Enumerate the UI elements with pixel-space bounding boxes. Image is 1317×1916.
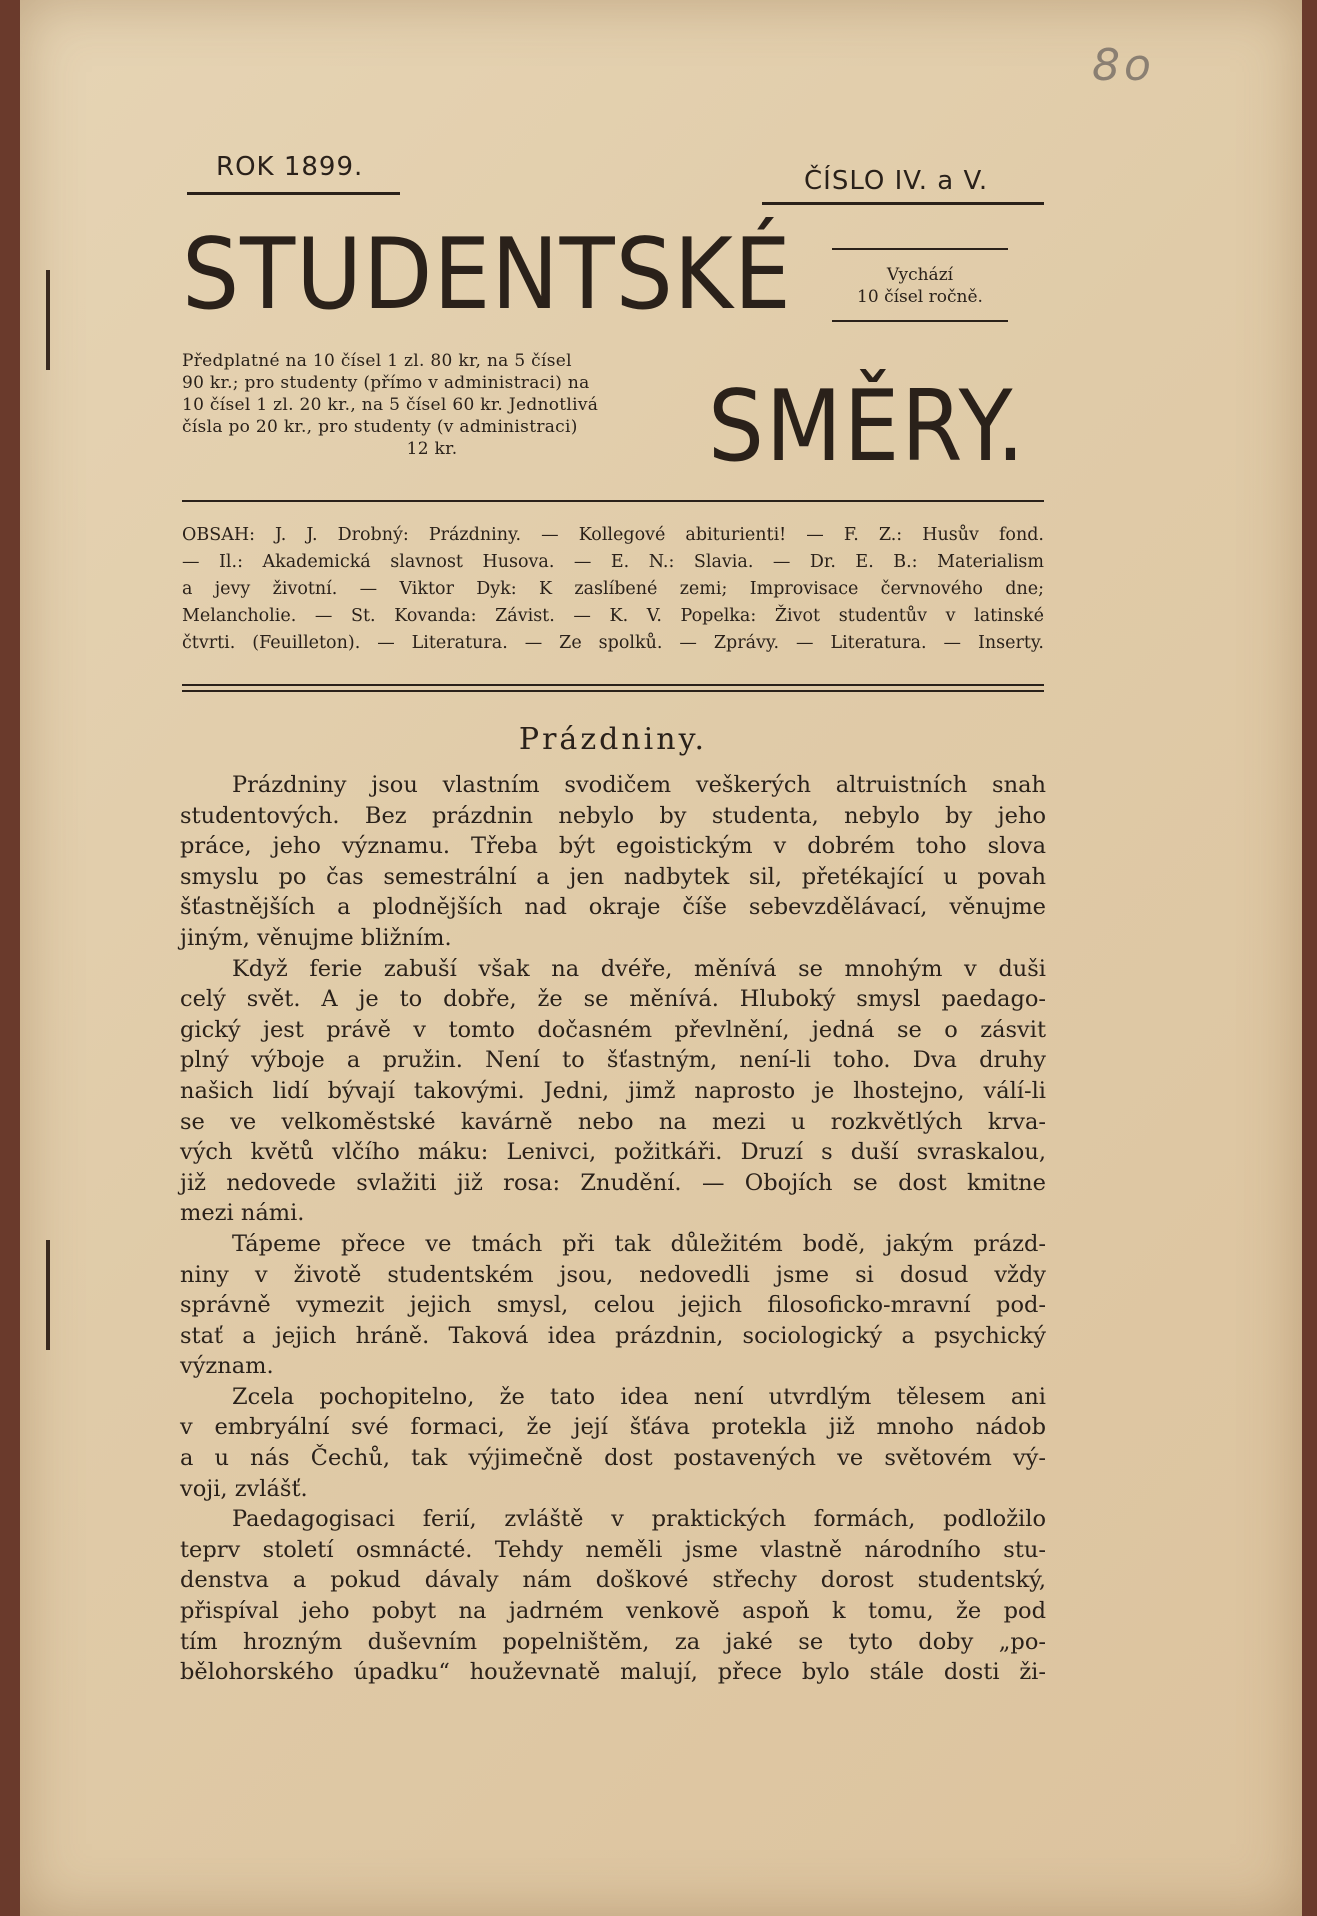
masthead-title-line1: STUDENTSKÉ [182, 218, 792, 332]
article-line: vých květů vlčího máku: Lenivci, požitkáři. Druzí s duší svraskalou, [180, 1139, 1046, 1166]
article-line: přispíval jeho pobyt na jadrném venkově aspoň k tomu, že pod [180, 1598, 1046, 1625]
issue-label: ČÍSLO IV. a V. [804, 166, 989, 196]
article-line: smyslu po čas semestrální a jen nadbytek sil, přetékající u povah [180, 863, 1046, 890]
article-line: našich lidí bývají takovými. Jedni, jimž naprosto je lhostejno, válí-li [180, 1077, 1046, 1104]
article-line: stať a jejich hráně. Taková idea prázdnin, sociologický a psychický [180, 1322, 1046, 1349]
contents-line: — Il.: Akademická slavnost Husova. — E. N.: Slavia. — Dr. E. B.: Materialism [182, 552, 1044, 572]
contents-line: čtvrti. (Feuilleton). — Literatura. — Ze spolků. — Zprávy. — Literatura. — Inserty. [182, 633, 1044, 653]
year-label: ROK 1899. [216, 152, 364, 182]
article-line: jiným, věnujme bližním. [180, 924, 452, 951]
subscription-line: 10 čísel 1 zl. 20 kr., na 5 čísel 60 kr. Jednotlivá [182, 395, 599, 415]
masthead-title-line2: SMĚRY. [708, 370, 1027, 484]
article-body [180, 770, 1046, 1688]
article-line: tím hrozným duševním popelništěm, za jaké se tyto doby „po- [180, 1628, 1046, 1655]
article-line: voji, zvlášť. [180, 1475, 308, 1502]
subscription-line: 12 kr. [406, 439, 458, 459]
subscription-line: 90 kr.; pro studenty (přímo v administraci) na [182, 373, 590, 393]
article-line: Paedagogisaci ferií, zvláště v praktických formách, podložilo [232, 1506, 1046, 1533]
article-line: celý svět. A je to dobře, že se měnívá. Hluboký smysl paedago- [180, 986, 1046, 1013]
journal-page [20, 0, 1302, 1916]
article-line: niny v životě studentském jsou, nedovedli jsme si dosud vždy [180, 1261, 1046, 1288]
binding-mark [46, 270, 50, 370]
article-line: gický jest právě v tomto dočasném převlnění, jedná se o zásvit [180, 1016, 1046, 1043]
contents-line: a jevy životní. — Viktor Dyk: K zaslíbené zemi; Improvisace červnového dne; [182, 579, 1044, 599]
issue-underline [762, 202, 1044, 205]
article-line: správně vymezit jejich smysl, celou jejich filosoficko-mravní pod- [180, 1292, 1046, 1319]
article-title: Prázdniny. [518, 722, 708, 757]
year-underline [187, 192, 400, 195]
contents-line: Melancholie. — St. Kovanda: Závist. — K. V. Popelka: Život studentův v latinské [182, 606, 1044, 626]
article-line: bělohorského úpadku“ houževnatě malují, přece bylo stále dosti ži- [180, 1659, 1046, 1686]
article-line: již nedovede svlažiti již rosa: Znudění. — Obojích se dost kmitne [180, 1169, 1046, 1196]
binding-mark [46, 1240, 50, 1350]
article-line: mezi námi. [180, 1200, 305, 1227]
article-line: význam. [180, 1353, 274, 1380]
article-line: šťastnějších a plodnějších nad okraje číše sebevzdělávací, věnujme [180, 894, 1046, 921]
frequency-box [832, 248, 1008, 322]
article-line: Prázdniny jsou vlastním svodičem veškerých altruistních snah [232, 772, 1046, 798]
table-of-contents [182, 522, 1044, 657]
article-line: Když ferie zabuší však na dvéře, měnívá se mnohým v duši [232, 955, 1046, 982]
frequency-line2: 10 čísel ročně. [857, 287, 983, 307]
frequency-line1: Vychází [886, 265, 954, 285]
article-line: a u nás Čechů, tak výjimečně dost postavených ve světovém vý- [180, 1445, 1046, 1472]
article-line: teprv století osmnácté. Tehdy neměli jsme vlastně národního stu- [180, 1536, 1046, 1563]
divider-bottom [182, 684, 1044, 692]
subscription-info [182, 350, 682, 460]
article-line: v embryální své formaci, že její šťáva protekla již mnoho nádob [180, 1414, 1046, 1441]
contents-line: OBSAH: J. J. Drobný: Prázdniny. — Kollegové abiturienti! — F. Z.: Husův fond. [182, 525, 1044, 545]
subscription-line: Předplatné na 10 čísel 1 zl. 80 kr, na 5 čísel [182, 351, 572, 371]
article-line: Zcela pochopitelno, že tato idea není utvrdlým tělesem ani [232, 1383, 1046, 1410]
subscription-line: čísla po 20 kr., pro studenty (v administraci) [182, 417, 578, 437]
article-line: studentových. Bez prázdnin nebylo by studenta, nebylo by jeho [180, 802, 1046, 829]
handwritten-note: 8o [1092, 40, 1155, 91]
article-line: plný výboje a pružin. Není to šťastným, není-li toho. Dva druhy [180, 1047, 1046, 1074]
article-line: Tápeme přece ve tmách při tak důležitém bodě, jakým prázd- [232, 1230, 1046, 1257]
article-line: práce, jeho významu. Třeba být egoistickým v dobrém toho slova [180, 833, 1046, 860]
article-line: se ve velkoměstské kavárně nebo na mezi u rozkvětlých krva- [180, 1108, 1046, 1135]
divider-top [182, 500, 1044, 502]
article-line: denstva a pokud dávaly nám doškové střechy dorost studentský, [180, 1567, 1046, 1594]
